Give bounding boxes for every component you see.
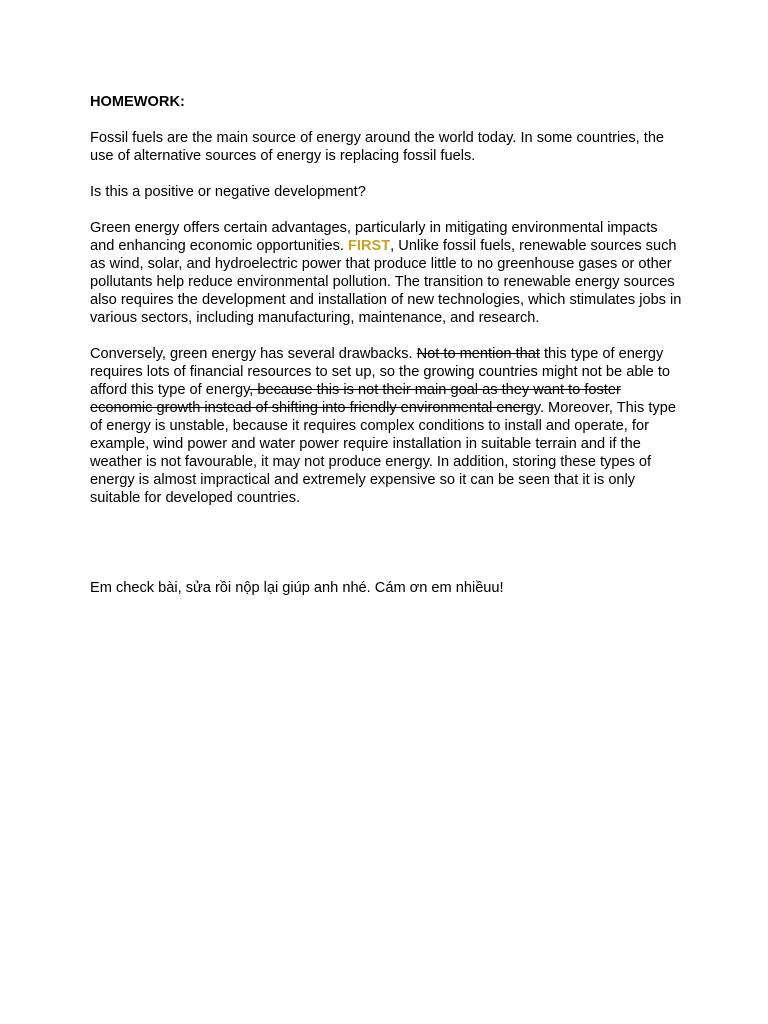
drawbacks-intro: Conversely, green energy has several drawbacks. xyxy=(90,346,417,362)
body-paragraph-drawbacks xyxy=(90,345,682,507)
drawbacks-part3: y. Moreover, This type of energy is unstable, because it requires complex conditions to install and operate, for example, wind power and water power require installation in suitable terrain and if the weather is not favourable, it may not produce energy. In addition, storing these types of energy is almost impractical and extremely expensive so it can be seen that it is only suitable for developed countries. xyxy=(90,400,676,506)
struck-phrase: Not to mention that xyxy=(416,346,540,362)
prompt-statement: Fossil fuels are the main source of energy around the world today. In some countries, the use of alternative sources of energy is replacing fossil fuels. xyxy=(90,130,665,164)
document-heading: HOMEWORK: xyxy=(90,94,185,110)
highlighted-marker: FIRST xyxy=(348,238,391,254)
drawbacks-part2: this type of energy requires lots of financial resources to set up, so the growing countries might not be able to afford this type of energy xyxy=(90,346,671,398)
struck-clause: , because this is not their main goal as they want to foster economic growth instead of shifting into friendly environmental energ xyxy=(90,382,621,416)
advantages-intro: Green energy offers certain advantages, particularly in mitigating environmental impacts and enhancing economic opportunities. xyxy=(90,220,658,254)
body-paragraph-advantages xyxy=(90,219,682,327)
blank-space xyxy=(90,525,682,579)
advantages-body: , Unlike fossil fuels, renewable sources such as wind, solar, and hydroelectric power that produce little to no greenhouse gases or other pollutants help reduce environmental pollution. The transition to renewable energy sources also requires the development and installation of new technologies, which stimulates jobs in various sectors, including manufacturing, maintenance, and research. xyxy=(90,238,682,326)
prompt-question: Is this a positive or negative development? xyxy=(90,184,366,200)
teacher-note: Em check bài, sửa rồi nộp lại giúp anh nhé. Cám ơn em nhiềuu! xyxy=(90,580,504,596)
document-page xyxy=(90,93,682,615)
